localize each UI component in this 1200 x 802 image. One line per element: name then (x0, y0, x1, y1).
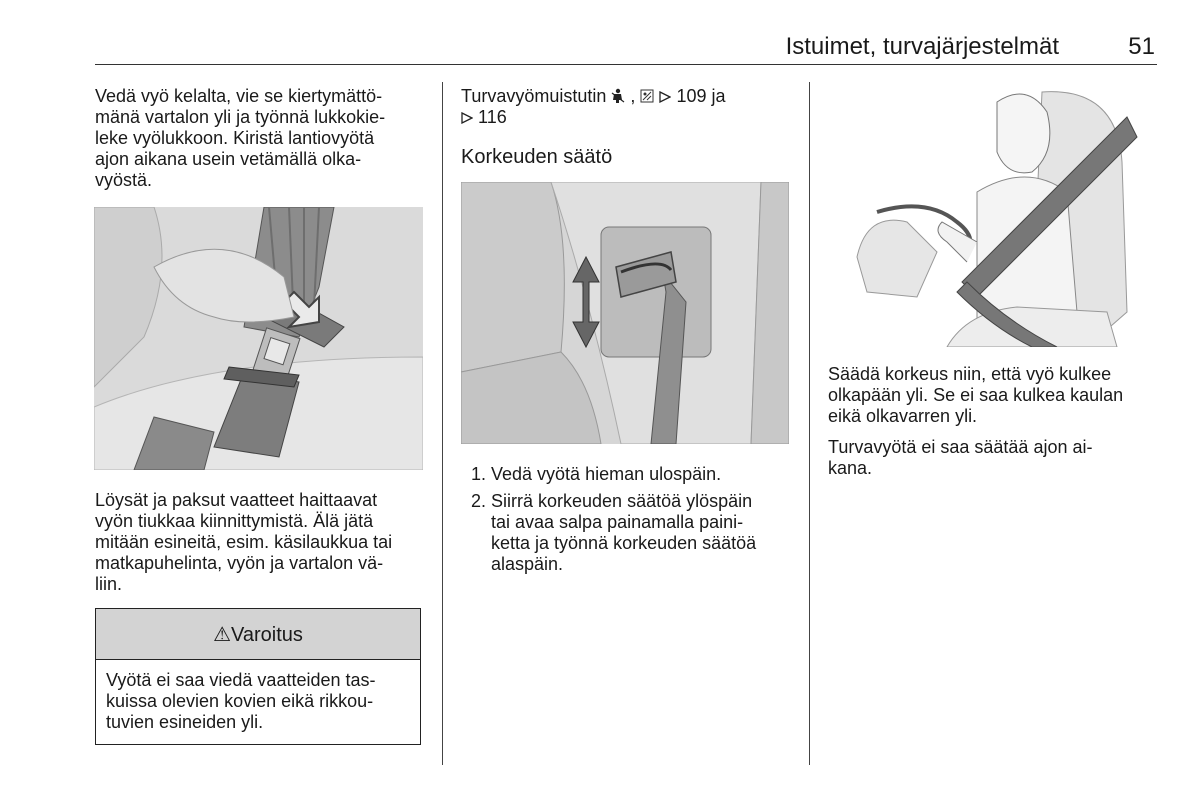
section-title: Istuimet, turvajärjestelmät (785, 33, 1059, 60)
reference-pages-2: 116 (478, 107, 507, 127)
page-reference-arrow-icon (461, 107, 478, 127)
list-item: 1. Vedä vyötä hieman ulospäin. (471, 464, 722, 484)
warning-triangle-icon: ⚠ (213, 624, 232, 646)
page-reference-arrow-icon (659, 86, 676, 106)
page-number: 51 (1128, 33, 1155, 60)
seatbelt-person-icon (611, 86, 630, 106)
reference-pages-1: 109 ja (676, 86, 726, 106)
list-item: 2. Siirrä korkeuden säätöä ylöspäin tai avaa salpa painamalla paini- ketta ja työnnä korkeuden säätöä alaspäin. (471, 491, 757, 574)
buckle-illustration (94, 207, 423, 470)
seatbelt-reminder-label: Turvavyömuistutin (461, 86, 607, 106)
column-divider-2 (809, 82, 810, 765)
height-adjustment-heading: Korkeuden säätö (461, 146, 613, 168)
seatbelt-indicator-icon (640, 86, 659, 106)
column-divider-1 (442, 82, 443, 765)
col3-para1: Säädä korkeus niin, että vyö kulkee olkapään yli. Se ei saa kulkea kaulan eikä olkavarren yli. (828, 364, 1124, 426)
warning-box (95, 608, 421, 745)
driver-seatbelt-illustration (827, 82, 1157, 347)
warning-header (96, 609, 420, 660)
col3-para2: Turvavyötä ei saa säätää ajon ai- kana. (828, 437, 1093, 478)
warning-title: Varoitus (231, 624, 303, 646)
height-adjuster-illustration (461, 182, 789, 444)
col1-para1: Vedä vyö kelalta, vie se kiertymättö- mänä vartalon yli ja työnnä lukkokie- leke vyölukkoon. Kiristä lantiovyötä ajon aikana usein vetämällä olka- vyöstä. (95, 86, 386, 190)
col2-reference: Turvavyömuistutin , 109 ja 116 (461, 86, 726, 127)
page-header (95, 30, 1157, 65)
warning-body: Vyötä ei saa viedä vaatteiden tas- kuissa olevien kovien eikä rikkou- tuvien esineiden yli. (106, 670, 376, 732)
adjustment-steps (461, 464, 801, 581)
col1-para2: Löysät ja paksut vaatteet haittaavat vyön tiukkaa kiinnittymistä. Älä jätä mitään esineitä, esim. käsilaukkua tai matkapuhelinta, vyön ja vartalon vä- liin. (95, 490, 393, 594)
